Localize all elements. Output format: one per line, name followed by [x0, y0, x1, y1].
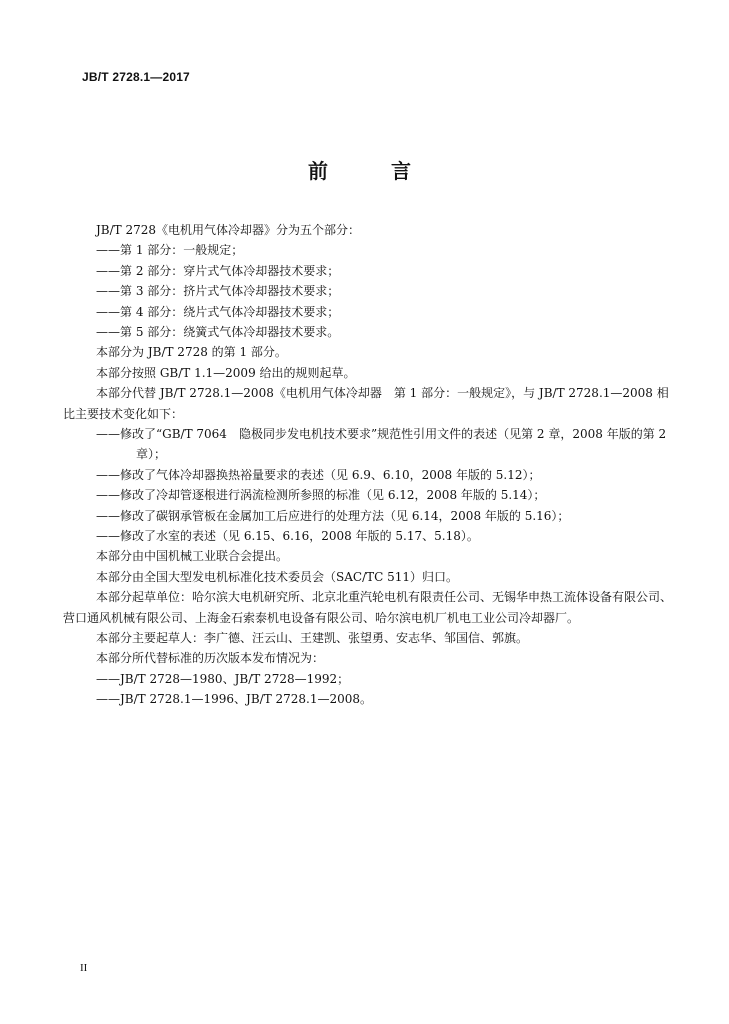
document-body: [63, 220, 676, 709]
paragraph-drafters: 本部分主要起草人：李广德、汪云山、王建凯、张望勇、安志华、邹国信、郭旗。: [96, 630, 529, 645]
paragraph-part-statement: 本部分为 JB/T 2728 的第 1 部分。: [96, 345, 287, 360]
paragraph-drafting-rules: 本部分按照 GB/T 1.1—2009 给出的规则起草。: [96, 365, 356, 380]
list-item-change-5: ——修改了水室的表述（见 6.15、6.16，2008 年版的 5.17、5.18）。: [96, 528, 479, 543]
list-item-part-4: ——第 4 部分：绕片式气体冷却器技术要求；: [96, 304, 340, 319]
page-number: II: [80, 962, 88, 974]
list-item-change-4: ——修改了碳钢承管板在金属加工后应进行的处理方法（见 6.14，2008 年版的 5.16）；: [96, 508, 570, 523]
paragraph-proposed-by: 本部分由中国机械工业联合会提出。: [96, 549, 289, 564]
list-item-history-2: ——JB/T 2728.1—1996、JB/T 2728.1—2008。: [96, 692, 373, 707]
paragraph-intro: JB/T 2728《电机用气体冷却器》分为五个部分：: [96, 223, 361, 237]
list-item-change-2: ——修改了气体冷却器换热裕量要求的表述（见 6.9、6.10，2008 年版的 5.12）；: [96, 467, 541, 482]
paragraph-centralized-by: 本部分由全国大型发电机标准化技术委员会（SAC/TC 511）归口。: [96, 569, 459, 584]
paragraph-supersedes: 本部分代替 JB/T 2728.1—2008《电机用气体冷却器 第 1 部分：一般规定》，与 JB/T 2728.1—2008 相比主要技术变化如下：: [63, 386, 669, 421]
list-item-part-5: ——第 5 部分：绕簧式气体冷却器技术要求。: [96, 324, 340, 339]
list-item-part-3: ——第 3 部分：挤片式气体冷却器技术要求；: [96, 284, 340, 299]
list-item-history-1: ——JB/T 2728—1980、JB/T 2728—1992；: [96, 671, 350, 686]
list-item-part-2: ——第 2 部分：穿片式气体冷却器技术要求；: [96, 263, 340, 278]
document-number: JB/T 2728.1—2017: [82, 70, 190, 84]
paragraph-history: 本部分所代替标准的历次版本发布情况为：: [96, 651, 325, 666]
list-item-change-3: ——修改了冷却管逐根进行涡流检测所参照的标准（见 6.12，2008 年版的 5.14）；: [96, 488, 546, 503]
paragraph-drafting-units: 本部分起草单位：哈尔滨大电机研究所、北京北重汽轮电机有限责任公司、无锡华申热工流体设备有限公司、营口通风机械有限公司、上海金石索泰机电设备有限公司、哈尔滨电机厂机电工业公司冷却器厂。: [63, 590, 673, 625]
list-item-part-1: ——第 1 部分：一般规定；: [96, 243, 244, 258]
page-title: 前 言: [308, 159, 439, 183]
list-item-change-1: ——修改了“GB/T 7064 隐极同步发电机技术要求”规范性引用文件的表述（见第 2 章，2008 年版的第 2 章）；: [96, 426, 667, 462]
